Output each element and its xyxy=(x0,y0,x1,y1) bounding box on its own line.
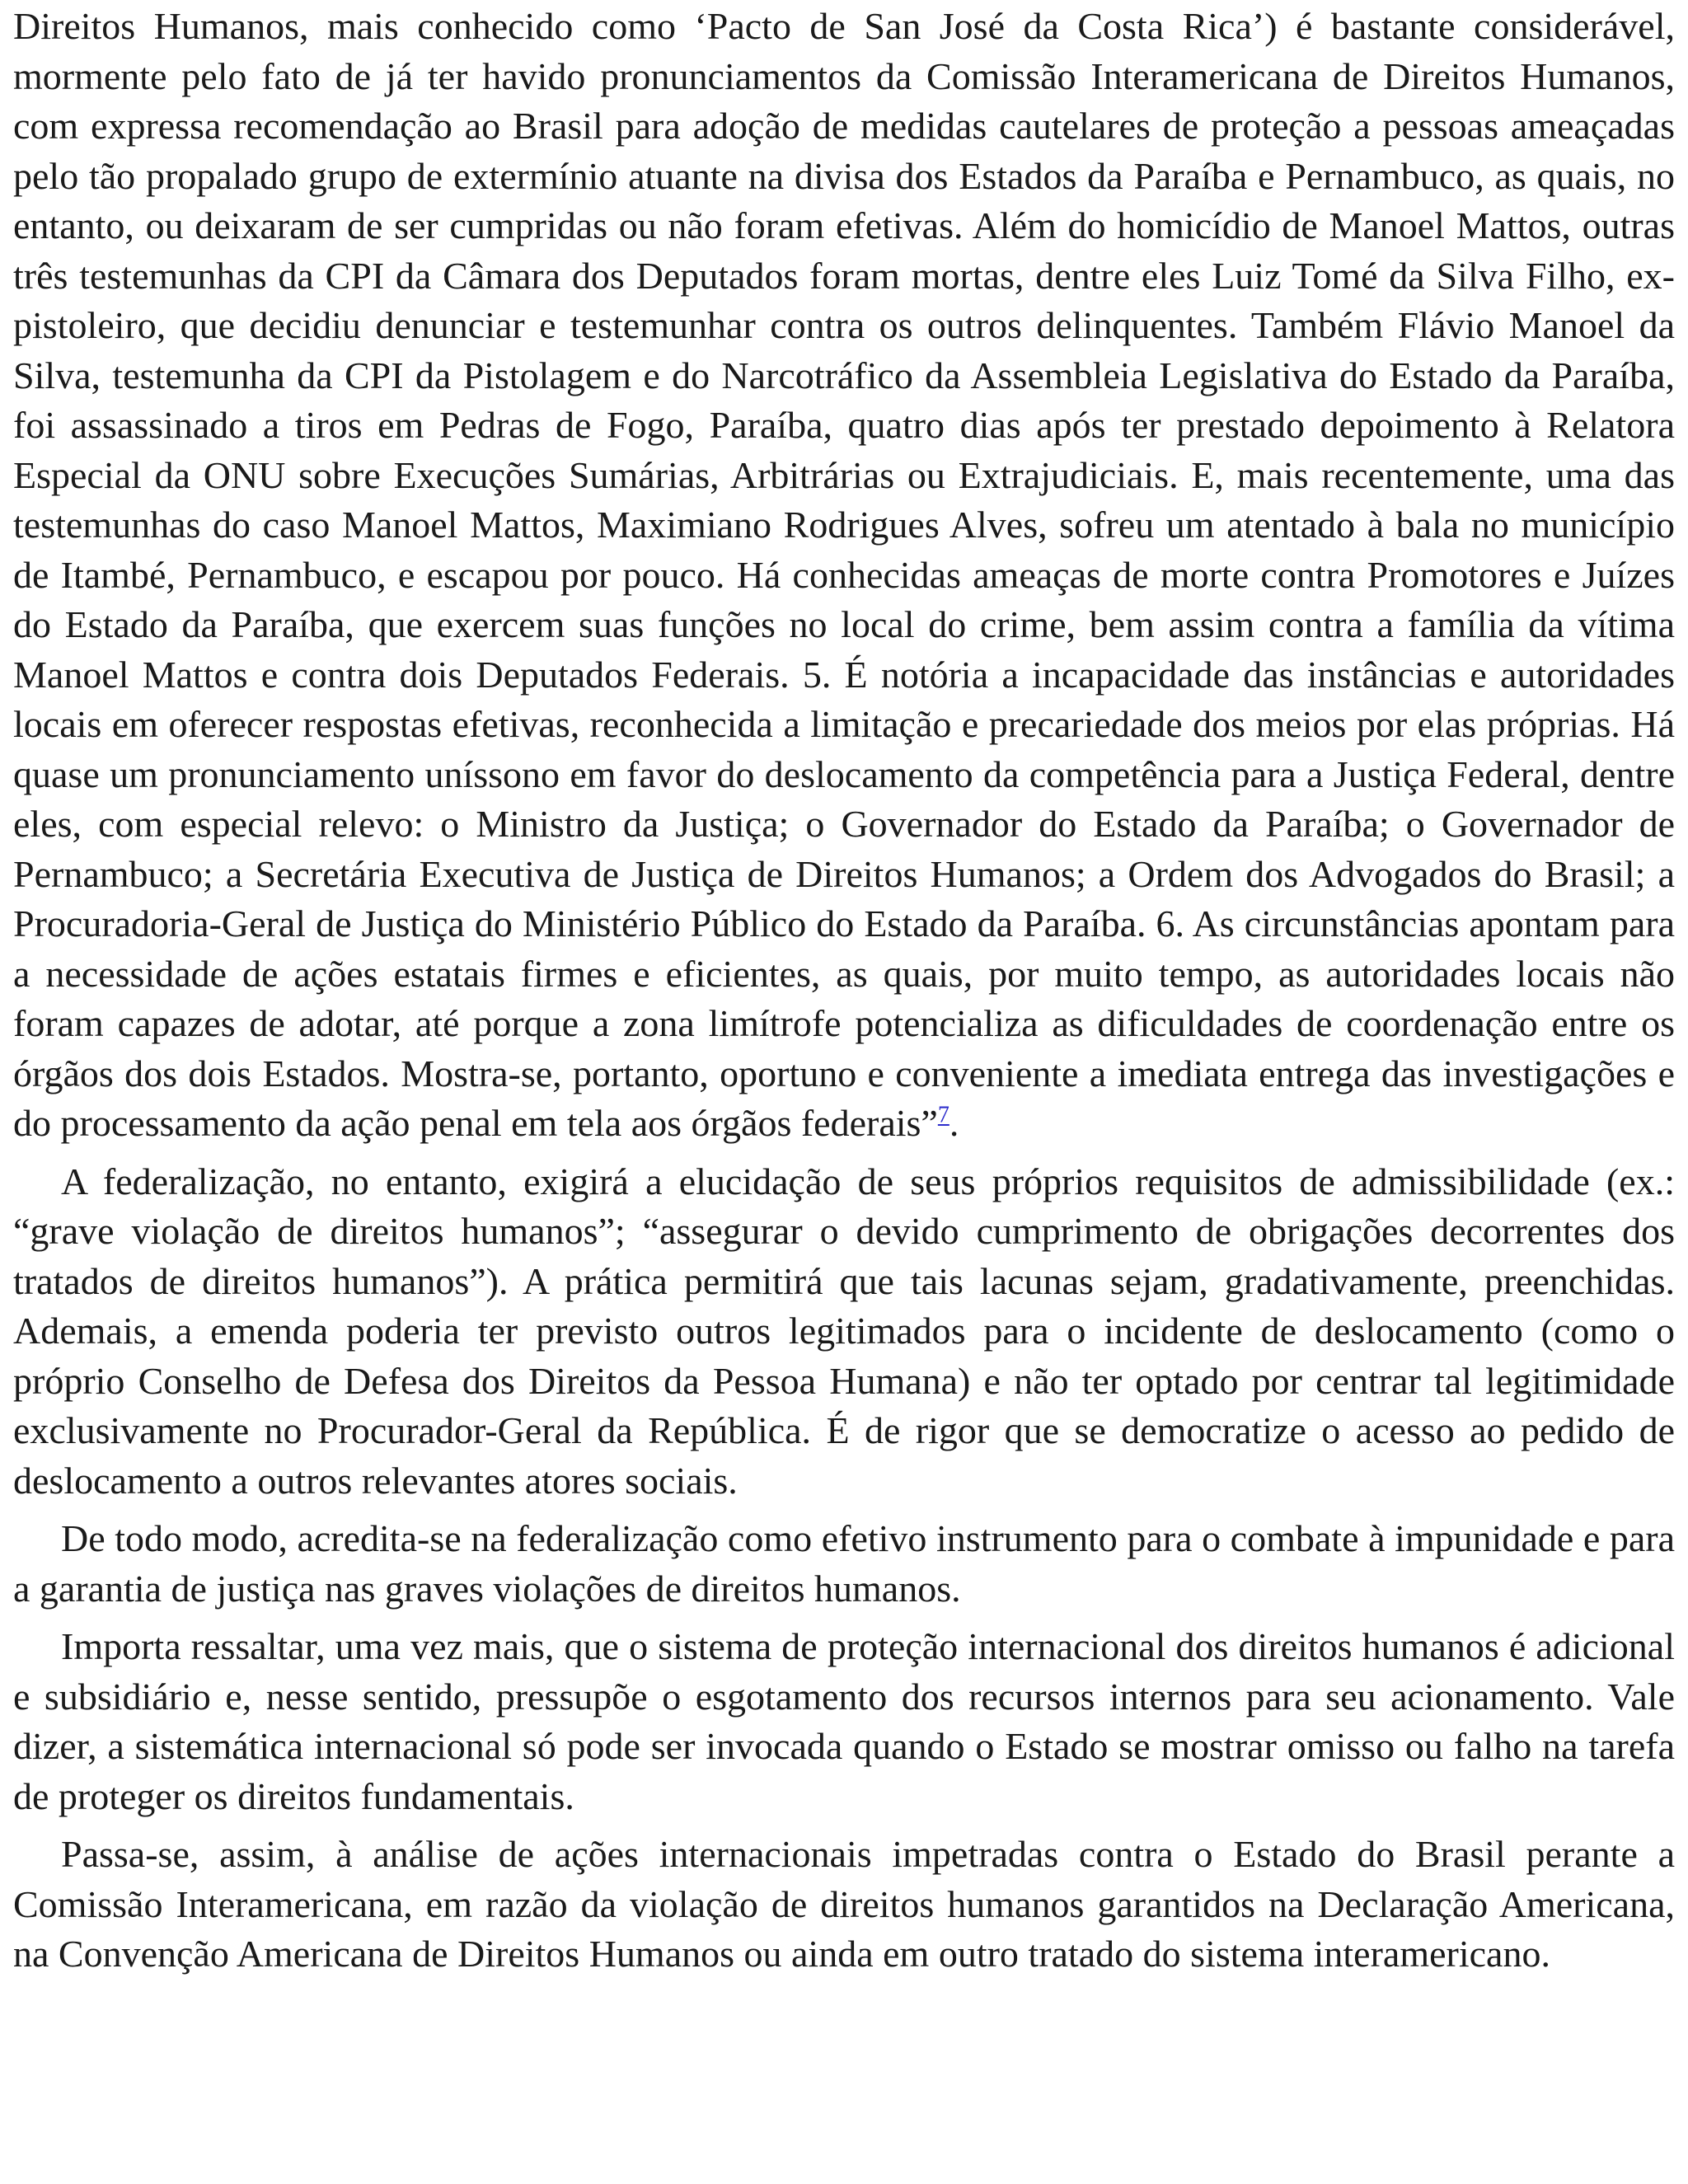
paragraph-5: Passa-se, assim, à análise de ações internacionais impetradas contra o Estado do Brasil perante a Comissão Interamericana, em razão da violação de direitos humanos garantidos na Declaração Americana, na Convenção Americana de Direitos Humanos ou ainda em outro tratado do sistema interamericano. xyxy=(13,1833,1675,1975)
paragraph-2: A federalização, no entanto, exigirá a elucidação de seus próprios requisitos de admissibilidade (ex.: “grave violação de direitos humanos”; “assegurar o devido cumprimento de obrigações decorrentes dos tratados de direitos humanos”). A prática permitirá que tais lacunas sejam, gradativamente, preenchidas. Ademais, a emenda poderia ter previsto outros legitimados para o incidente de deslocamento (como o próprio Conselho de Defesa dos Direitos da Pessoa Humana) e não ter optado por centrar tal legitimidade exclusivamente no Procurador-Geral da República. É de rigor que se democratize o acesso ao pedido de deslocamento a outros relevantes atores sociais. xyxy=(13,1160,1675,1502)
document-page xyxy=(13,2,1675,1988)
paragraph-1 xyxy=(13,2,1675,1149)
footnote-7-link[interactable]: 7 xyxy=(937,1102,950,1128)
paragraph-1-text: Direitos Humanos, mais conhecido como ‘Pacto de San José da Costa Rica’) é bastante considerável, mormente pelo fato de já ter havido pronunciamentos da Comissão Interamericana de Direitos Humanos, com expressa recomendação ao Brasil para adoção de medidas cautelares de proteção a pessoas ameaçadas pelo tão propalado grupo de extermínio atuante na divisa dos Estados da Paraíba e Pernambuco, as quais, no entanto, ou deixaram de ser cumpridas ou não foram efetivas. Além do homicídio de Manoel Mattos, outras três testemunhas da CPI da Câmara dos Deputados foram mortas, dentre eles Luiz Tomé da Silva Filho, ex-pistoleiro, que decidiu denunciar e testemunhar contra os outros delinquentes. Também Flávio Manoel da Silva, testemunha da CPI da Pistolagem e do Narcotráfico da Assembleia Legislativa do Estado da Paraíba, foi assassinado a tiros em Pedras de Fogo, Paraíba, quatro dias após ter prestado depoimento à Relatora Especial da ONU sobre Execuções Sumárias, Arbitrárias ou Extrajudiciais. E, mais recentemente, uma das testemunhas do caso Manoel Mattos, Maximiano Rodrigues Alves, sofreu um atentado à bala no município de Itambé, Pernambuco, e escapou por pouco. Há conhecidas ameaças de morte contra Promotores e Juízes do Estado da Paraíba, que exercem suas funções no local do crime, bem assim contra a família da vítima Manoel Mattos e contra dois Deputados Federais. 5. É notória a incapacidade das instâncias e autoridades locais em oferecer respostas efetivas, reconhecida a limitação e precariedade dos meios por elas próprias. Há quase um pronunciamento uníssono em favor do deslocamento da competência para a Justiça Federal, dentre eles, com especial relevo: o Ministro da Justiça; o Governador do Estado da Paraíba; o Governador de Pernambuco; a Secretária Executiva de Justiça de Direitos Humanos; a Ordem dos Advogados do Brasil; a Procuradoria-Geral de Justiça do Ministério Público do Estado da Paraíba. 6. As circunstâncias apontam para a necessidade de ações estatais firmes e eficientes, as quais, por muito tempo, as autoridades locais não foram capazes de adotar, até porque a zona limítrofe potencializa as dificuldades de coordenação entre os órgãos dos dois Estados. Mostra-se, portanto, oportuno e conveniente a imediata entrega das investigações e do processamento da ação penal em tela aos órgãos federais” xyxy=(13,5,1675,1144)
paragraph-1-end: . xyxy=(949,1102,959,1144)
paragraph-4: Importa ressaltar, uma vez mais, que o sistema de proteção internacional dos direitos humanos é adicional e subsidiário e, nesse sentido, pressupõe o esgotamento dos recursos internos para seu acionamento. Vale dizer, a sistemática internacional só pode ser invocada quando o Estado se mostrar omisso ou falho na tarefa de proteger os direitos fundamentais. xyxy=(13,1625,1675,1817)
paragraph-3: De todo modo, acredita-se na federalização como efetivo instrumento para o combate à impunidade e para a garantia de justiça nas graves violações de direitos humanos. xyxy=(13,1517,1675,1610)
